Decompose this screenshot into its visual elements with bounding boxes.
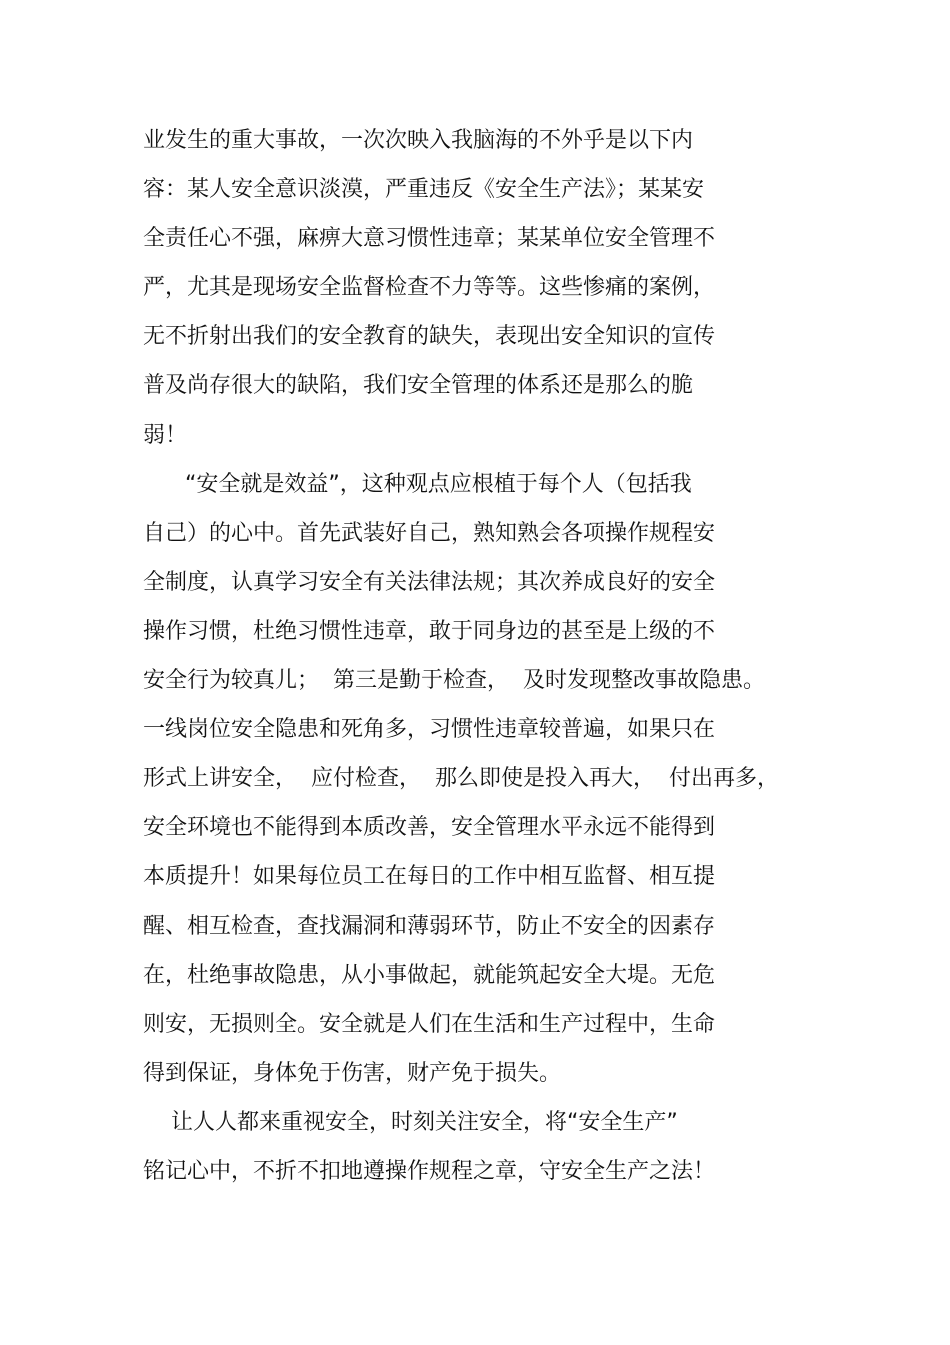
text-line-21: 让人人都来重视安全，时刻关注安全，将“安全生产” bbox=[143, 1109, 678, 1135]
text-line-8: “安全就是效益”，这种观点应根植于每个人（包括我 bbox=[143, 471, 692, 497]
text-line-3: 全责任心不强，麻痹大意习惯性违章；某某单位安全管理不 bbox=[143, 226, 716, 252]
text-line-2: 容：某人安全意识淡漠，严重违反《安全生产法》；某某安 bbox=[143, 177, 705, 203]
text-line-7: 弱！ bbox=[143, 422, 188, 448]
text-line-12: 安全行为较真儿； 第三是勤于检查， 及时发现整改事故隐患。 bbox=[143, 668, 765, 694]
text-line-17: 醒、相互检查，查找漏洞和薄弱环节，防止不安全的因素存 bbox=[143, 913, 716, 939]
text-line-10: 全制度，认真学习安全有关法律法规；其次养成良好的安全 bbox=[143, 569, 716, 595]
text-line-9: 自己）的心中。首先武装好自己，熟知熟会各项操作规程安 bbox=[143, 520, 716, 546]
text-line-14: 形式上讲安全， 应付检查， 那么即使是投入再大， 付出再多， bbox=[143, 766, 779, 792]
text-line-16: 本质提升！如果每位员工在每日的工作中相互监督、相互提 bbox=[143, 864, 716, 890]
text-line-20: 得到保证，身体免于伤害，财产免于损失。 bbox=[143, 1060, 562, 1086]
text-line-13: 一线岗位安全隐患和死角多，习惯性违章较普遍，如果只在 bbox=[143, 717, 716, 743]
text-line-6: 普及尚存很大的缺陷，我们安全管理的体系还是那么的脆 bbox=[143, 373, 694, 399]
text-line-1: 业发生的重大事故，一次次映入我脑海的不外乎是以下内 bbox=[143, 128, 694, 153]
text-line-15: 安全环境也不能得到本质改善，安全管理水平永远不能得到 bbox=[143, 815, 716, 841]
text-line-19: 则安，无损则全。安全就是人们在生活和生产过程中，生命 bbox=[143, 1011, 716, 1037]
text-line-4: 严，尤其是现场安全监督检查不力等等。这些惨痛的案例， bbox=[143, 275, 716, 301]
body-text bbox=[143, 122, 803, 1202]
text-line-11: 操作习惯，杜绝习惯性违章，敢于同身边的甚至是上级的不 bbox=[143, 618, 716, 644]
text-line-18: 在，杜绝事故隐患，从小事做起，就能筑起安全大堤。无危 bbox=[143, 962, 716, 988]
text-line-5: 无不折射出我们的安全教育的缺失，表现出安全知识的宣传 bbox=[143, 324, 716, 350]
text-line-22: 铭记心中，不折不扣地遵操作规程之章，守安全生产之法！ bbox=[143, 1158, 716, 1184]
